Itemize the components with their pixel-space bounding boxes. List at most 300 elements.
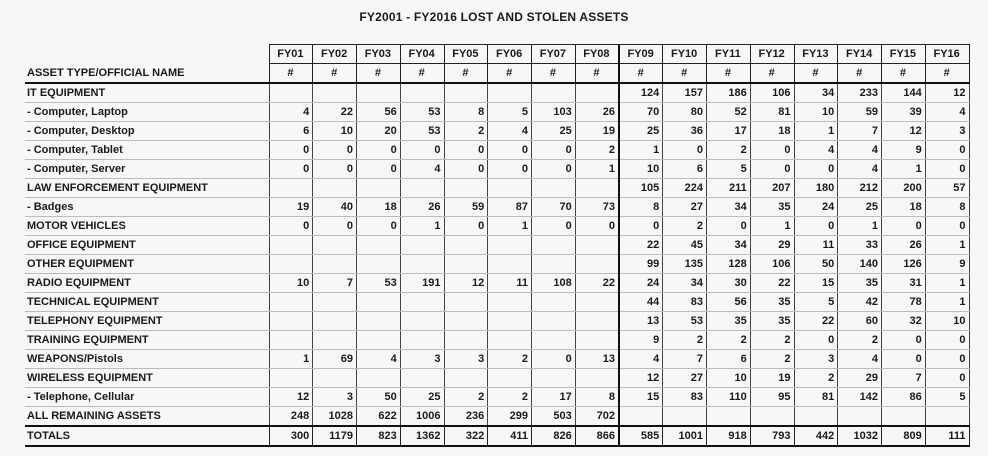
asset-count-cell: 236	[444, 407, 488, 427]
asset-count-cell: 27	[663, 198, 707, 217]
asset-name: - Computer, Server	[25, 160, 269, 179]
table-row	[25, 103, 969, 122]
asset-count-cell: 26	[575, 103, 619, 122]
asset-count-cell: 212	[838, 179, 882, 198]
asset-count-cell	[313, 236, 357, 255]
asset-count-cell: 34	[794, 83, 838, 103]
table-row	[25, 350, 969, 369]
asset-count-cell: 0	[269, 160, 313, 179]
asset-count-cell	[269, 179, 313, 198]
asset-count-cell: 1	[750, 217, 794, 236]
asset-count-cell	[269, 236, 313, 255]
asset-count-cell	[488, 312, 532, 331]
asset-count-cell: 0	[444, 160, 488, 179]
asset-count-cell: 35	[750, 293, 794, 312]
asset-count-cell: 42	[838, 293, 882, 312]
header-blank-cell	[25, 45, 269, 64]
asset-count-cell: 124	[619, 83, 663, 103]
asset-count-cell: 19	[269, 198, 313, 217]
asset-count-cell: 25	[400, 388, 444, 407]
asset-count-cell: 2	[838, 331, 882, 350]
table-row	[25, 255, 969, 274]
asset-count-cell: 3	[925, 122, 969, 141]
asset-count-cell	[357, 331, 401, 350]
asset-count-cell: 0	[532, 160, 576, 179]
table-row	[25, 160, 969, 179]
asset-name: MOTOR VEHICLES	[25, 217, 269, 236]
total-cell: 442	[794, 426, 838, 446]
table-row	[25, 407, 969, 427]
total-cell: 411	[488, 426, 532, 446]
total-cell: 111	[925, 426, 969, 446]
asset-count-cell: 33	[838, 236, 882, 255]
asset-count-cell	[400, 293, 444, 312]
asset-count-cell: 180	[794, 179, 838, 198]
asset-count-cell	[750, 407, 794, 427]
asset-count-cell: 622	[357, 407, 401, 427]
asset-count-cell: 0	[794, 160, 838, 179]
total-cell: 809	[882, 426, 926, 446]
asset-count-cell	[619, 407, 663, 427]
total-cell: 823	[357, 426, 401, 446]
asset-count-cell: 24	[619, 274, 663, 293]
table-row	[25, 141, 969, 160]
asset-count-cell: 1	[838, 217, 882, 236]
asset-count-cell: 12	[444, 274, 488, 293]
unit-header-cell: #	[269, 64, 313, 84]
unit-header-cell: #	[663, 64, 707, 84]
asset-count-cell: 26	[400, 198, 444, 217]
total-cell: 1179	[313, 426, 357, 446]
asset-count-cell: 2	[750, 331, 794, 350]
asset-count-cell: 0	[444, 141, 488, 160]
unit-header-cell: #	[750, 64, 794, 84]
asset-name: RADIO EQUIPMENT	[25, 274, 269, 293]
assets-table	[25, 44, 970, 447]
asset-count-cell: 5	[707, 160, 751, 179]
asset-count-cell: 70	[619, 103, 663, 122]
asset-count-cell: 140	[838, 255, 882, 274]
table-body	[25, 83, 969, 426]
asset-count-cell: 0	[925, 217, 969, 236]
asset-count-cell	[269, 83, 313, 103]
asset-count-cell	[313, 255, 357, 274]
asset-count-cell: 0	[269, 141, 313, 160]
asset-name: OFFICE EQUIPMENT	[25, 236, 269, 255]
asset-count-cell	[575, 331, 619, 350]
asset-count-cell: 26	[882, 236, 926, 255]
asset-count-cell: 53	[357, 274, 401, 293]
unit-header-cell: #	[444, 64, 488, 84]
total-cell: 918	[707, 426, 751, 446]
asset-count-cell	[532, 255, 576, 274]
asset-count-cell	[488, 331, 532, 350]
asset-count-cell: 0	[925, 141, 969, 160]
asset-count-cell: 13	[575, 350, 619, 369]
asset-count-cell: 25	[619, 122, 663, 141]
asset-count-cell: 8	[619, 198, 663, 217]
asset-count-cell: 53	[663, 312, 707, 331]
asset-count-cell: 24	[794, 198, 838, 217]
total-cell: 793	[750, 426, 794, 446]
asset-count-cell	[488, 236, 532, 255]
asset-count-cell: 0	[663, 141, 707, 160]
asset-count-cell: 18	[750, 122, 794, 141]
fy-column-header: FY06	[488, 45, 532, 64]
asset-count-cell	[357, 255, 401, 274]
unit-header-cell: #	[838, 64, 882, 84]
asset-count-cell: 4	[269, 103, 313, 122]
asset-count-cell: 106	[750, 255, 794, 274]
unit-header-cell: #	[313, 64, 357, 84]
total-cell: 300	[269, 426, 313, 446]
asset-count-cell: 0	[488, 160, 532, 179]
asset-count-cell	[400, 369, 444, 388]
asset-count-cell: 1	[269, 350, 313, 369]
asset-count-cell: 1	[575, 160, 619, 179]
asset-count-cell: 2	[663, 217, 707, 236]
asset-count-cell	[444, 255, 488, 274]
asset-count-cell: 0	[925, 369, 969, 388]
asset-count-cell: 2	[750, 350, 794, 369]
asset-count-cell: 108	[532, 274, 576, 293]
asset-count-cell: 2	[707, 141, 751, 160]
asset-count-cell: 299	[488, 407, 532, 427]
asset-count-cell: 44	[619, 293, 663, 312]
table-row	[25, 274, 969, 293]
asset-name: IT EQUIPMENT	[25, 83, 269, 103]
total-cell: 585	[619, 426, 663, 446]
asset-count-cell: 1028	[313, 407, 357, 427]
asset-count-cell	[313, 331, 357, 350]
asset-count-cell: 20	[357, 122, 401, 141]
total-cell: 322	[444, 426, 488, 446]
asset-count-cell: 83	[663, 388, 707, 407]
asset-count-cell: 110	[707, 388, 751, 407]
asset-count-cell: 99	[619, 255, 663, 274]
unit-header-cell: #	[794, 64, 838, 84]
asset-count-cell: 57	[925, 179, 969, 198]
asset-count-cell: 105	[619, 179, 663, 198]
asset-count-cell	[925, 407, 969, 427]
asset-count-cell: 0	[882, 350, 926, 369]
unit-header-cell: #	[925, 64, 969, 84]
asset-count-cell: 30	[707, 274, 751, 293]
asset-count-cell	[357, 179, 401, 198]
asset-count-cell: 95	[750, 388, 794, 407]
asset-count-cell	[532, 312, 576, 331]
asset-count-cell: 6	[269, 122, 313, 141]
table-row	[25, 369, 969, 388]
asset-count-cell: 4	[400, 160, 444, 179]
asset-name: TRAINING EQUIPMENT	[25, 331, 269, 350]
table-row	[25, 179, 969, 198]
asset-count-cell: 56	[357, 103, 401, 122]
asset-count-cell	[269, 331, 313, 350]
asset-name: OTHER EQUIPMENT	[25, 255, 269, 274]
asset-count-cell	[488, 255, 532, 274]
asset-count-cell: 233	[838, 83, 882, 103]
table-row	[25, 236, 969, 255]
asset-count-cell: 35	[707, 312, 751, 331]
total-cell: 1001	[663, 426, 707, 446]
asset-count-cell: 81	[794, 388, 838, 407]
asset-count-cell	[575, 255, 619, 274]
asset-count-cell: 70	[532, 198, 576, 217]
asset-count-cell	[532, 236, 576, 255]
asset-count-cell: 2	[794, 369, 838, 388]
fy-column-header: FY07	[532, 45, 576, 64]
fy-column-header: FY05	[444, 45, 488, 64]
asset-count-cell: 35	[750, 198, 794, 217]
asset-count-cell: 17	[707, 122, 751, 141]
unit-header-cell: #	[532, 64, 576, 84]
asset-count-cell	[400, 255, 444, 274]
asset-count-cell: 83	[663, 293, 707, 312]
asset-count-cell: 702	[575, 407, 619, 427]
asset-count-cell: 3	[794, 350, 838, 369]
asset-count-cell: 7	[663, 350, 707, 369]
asset-count-cell	[794, 407, 838, 427]
asset-count-cell: 0	[882, 217, 926, 236]
asset-count-cell: 39	[882, 103, 926, 122]
asset-count-cell: 0	[313, 160, 357, 179]
asset-count-cell: 1	[925, 274, 969, 293]
asset-count-cell: 18	[357, 198, 401, 217]
asset-count-cell	[532, 293, 576, 312]
asset-count-cell	[400, 236, 444, 255]
page-title: FY2001 - FY2016 LOST AND STOLEN ASSETS	[359, 10, 629, 24]
asset-count-cell	[444, 331, 488, 350]
asset-count-cell: 0	[925, 160, 969, 179]
asset-name: - Telephone, Cellular	[25, 388, 269, 407]
asset-count-cell	[357, 236, 401, 255]
asset-count-cell	[444, 312, 488, 331]
fy-column-header: FY14	[838, 45, 882, 64]
asset-count-cell: 0	[794, 331, 838, 350]
asset-count-cell: 27	[663, 369, 707, 388]
asset-count-cell: 157	[663, 83, 707, 103]
asset-count-cell	[488, 83, 532, 103]
asset-count-cell: 11	[488, 274, 532, 293]
asset-count-cell: 19	[750, 369, 794, 388]
asset-count-cell: 5	[488, 103, 532, 122]
asset-count-cell	[444, 179, 488, 198]
asset-count-cell: 31	[882, 274, 926, 293]
asset-count-cell: 34	[707, 198, 751, 217]
asset-count-cell: 1	[882, 160, 926, 179]
asset-count-cell	[444, 369, 488, 388]
asset-count-cell: 2	[488, 350, 532, 369]
asset-name: WEAPONS/Pistols	[25, 350, 269, 369]
asset-count-cell: 103	[532, 103, 576, 122]
asset-count-cell: 10	[707, 369, 751, 388]
asset-count-cell: 3	[400, 350, 444, 369]
asset-count-cell: 10	[794, 103, 838, 122]
unit-header-row	[25, 64, 969, 84]
asset-count-cell: 0	[882, 331, 926, 350]
asset-count-cell	[400, 83, 444, 103]
asset-count-cell: 0	[619, 217, 663, 236]
asset-count-cell: 106	[750, 83, 794, 103]
asset-count-cell	[400, 312, 444, 331]
asset-count-cell: 10	[619, 160, 663, 179]
asset-count-cell: 4	[619, 350, 663, 369]
asset-count-cell: 22	[575, 274, 619, 293]
asset-count-cell: 1	[619, 141, 663, 160]
fy-column-header: FY11	[707, 45, 751, 64]
asset-count-cell: 22	[313, 103, 357, 122]
asset-count-cell: 0	[750, 160, 794, 179]
asset-count-cell: 142	[838, 388, 882, 407]
asset-count-cell: 5	[925, 388, 969, 407]
unit-header-cell: #	[357, 64, 401, 84]
asset-count-cell: 12	[882, 122, 926, 141]
asset-count-cell	[357, 293, 401, 312]
asset-count-cell: 53	[400, 122, 444, 141]
asset-count-cell: 69	[313, 350, 357, 369]
asset-count-cell	[532, 179, 576, 198]
fy-column-header: FY03	[357, 45, 401, 64]
asset-count-cell: 0	[400, 141, 444, 160]
total-cell: 1362	[400, 426, 444, 446]
asset-count-cell	[313, 179, 357, 198]
asset-count-cell: 0	[357, 160, 401, 179]
asset-count-cell: 0	[532, 141, 576, 160]
asset-count-cell: 4	[838, 141, 882, 160]
asset-name: - Computer, Laptop	[25, 103, 269, 122]
asset-count-cell	[488, 369, 532, 388]
asset-count-cell: 25	[532, 122, 576, 141]
asset-count-cell: 60	[838, 312, 882, 331]
name-column-header: ASSET TYPE/OFFICIAL NAME	[25, 64, 269, 84]
asset-count-cell	[357, 312, 401, 331]
asset-count-cell: 36	[663, 122, 707, 141]
asset-count-cell: 9	[619, 331, 663, 350]
asset-count-cell: 22	[794, 312, 838, 331]
asset-count-cell	[575, 312, 619, 331]
asset-count-cell: 12	[925, 83, 969, 103]
asset-name: WIRELESS EQUIPMENT	[25, 369, 269, 388]
total-cell: 1032	[838, 426, 882, 446]
asset-count-cell: 0	[794, 217, 838, 236]
asset-count-cell: 1	[794, 122, 838, 141]
asset-count-cell: 0	[488, 141, 532, 160]
asset-count-cell: 4	[488, 122, 532, 141]
asset-count-cell	[663, 407, 707, 427]
asset-count-cell	[488, 293, 532, 312]
asset-count-cell	[269, 312, 313, 331]
asset-count-cell: 17	[532, 388, 576, 407]
asset-count-cell	[707, 407, 751, 427]
asset-count-cell	[532, 83, 576, 103]
asset-name: - Computer, Tablet	[25, 141, 269, 160]
asset-count-cell: 2	[444, 122, 488, 141]
fy-column-header: FY10	[663, 45, 707, 64]
asset-count-cell: 2	[444, 388, 488, 407]
asset-count-cell	[882, 407, 926, 427]
asset-count-cell: 1	[488, 217, 532, 236]
asset-count-cell: 0	[357, 217, 401, 236]
asset-count-cell: 10	[313, 122, 357, 141]
asset-count-cell: 22	[750, 274, 794, 293]
table-row	[25, 122, 969, 141]
asset-count-cell: 12	[619, 369, 663, 388]
asset-count-cell: 4	[925, 103, 969, 122]
asset-count-cell: 1	[925, 293, 969, 312]
asset-count-cell: 2	[488, 388, 532, 407]
asset-count-cell: 0	[444, 217, 488, 236]
fy-column-header: FY13	[794, 45, 838, 64]
table-row	[25, 293, 969, 312]
asset-count-cell: 7	[838, 122, 882, 141]
asset-name: TECHNICAL EQUIPMENT	[25, 293, 269, 312]
asset-count-cell	[575, 83, 619, 103]
asset-count-cell: 29	[838, 369, 882, 388]
fy-column-header: FY16	[925, 45, 969, 64]
asset-count-cell: 15	[619, 388, 663, 407]
asset-count-cell: 52	[707, 103, 751, 122]
asset-count-cell: 0	[925, 331, 969, 350]
totals-label: TOTALS	[25, 426, 269, 446]
asset-count-cell: 2	[707, 331, 751, 350]
asset-count-cell: 81	[750, 103, 794, 122]
asset-count-cell: 144	[882, 83, 926, 103]
asset-count-cell: 1	[400, 217, 444, 236]
asset-count-cell: 87	[488, 198, 532, 217]
asset-count-cell: 10	[925, 312, 969, 331]
asset-count-cell	[313, 312, 357, 331]
asset-count-cell: 1	[925, 236, 969, 255]
asset-count-cell: 224	[663, 179, 707, 198]
asset-count-cell: 6	[663, 160, 707, 179]
unit-header-cell: #	[707, 64, 751, 84]
unit-header-cell: #	[882, 64, 926, 84]
asset-count-cell: 4	[838, 160, 882, 179]
asset-count-cell: 8	[925, 198, 969, 217]
total-cell: 826	[532, 426, 576, 446]
asset-count-cell: 0	[313, 141, 357, 160]
fy-column-header: FY04	[400, 45, 444, 64]
table-row	[25, 83, 969, 103]
fiscal-year-header-row	[25, 45, 969, 64]
asset-count-cell: 7	[313, 274, 357, 293]
asset-count-cell: 128	[707, 255, 751, 274]
asset-name: TELEPHONY EQUIPMENT	[25, 312, 269, 331]
asset-name: LAW ENFORCEMENT EQUIPMENT	[25, 179, 269, 198]
asset-count-cell: 34	[663, 274, 707, 293]
asset-count-cell: 1006	[400, 407, 444, 427]
unit-header-cell: #	[400, 64, 444, 84]
asset-count-cell: 86	[882, 388, 926, 407]
asset-count-cell: 56	[707, 293, 751, 312]
asset-count-cell: 0	[925, 350, 969, 369]
asset-count-cell: 3	[313, 388, 357, 407]
asset-count-cell	[575, 293, 619, 312]
asset-count-cell: 19	[575, 122, 619, 141]
asset-count-cell: 0	[269, 217, 313, 236]
fy-column-header: FY08	[575, 45, 619, 64]
asset-count-cell: 200	[882, 179, 926, 198]
asset-count-cell: 126	[882, 255, 926, 274]
asset-count-cell: 9	[925, 255, 969, 274]
asset-count-cell: 211	[707, 179, 751, 198]
asset-count-cell: 80	[663, 103, 707, 122]
asset-count-cell	[313, 369, 357, 388]
unit-header-cell: #	[575, 64, 619, 84]
fy-column-header: FY12	[750, 45, 794, 64]
asset-count-cell	[838, 407, 882, 427]
